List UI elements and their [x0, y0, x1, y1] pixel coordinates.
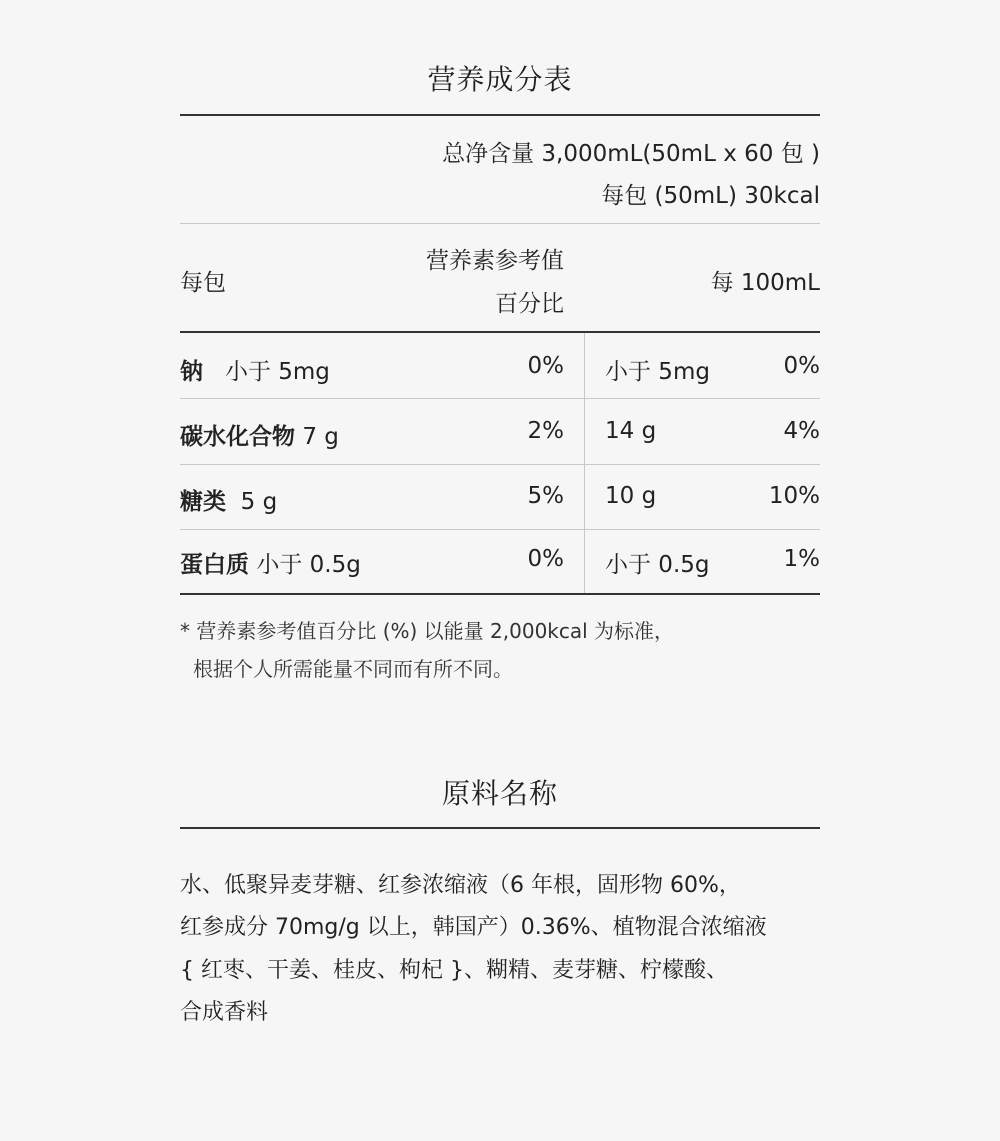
ingredients-line: { 红枣、干姜、桂皮、枸杞 }、糊精、麦芽糖、柠檬酸、 — [180, 958, 728, 983]
nutrient-percent: 0% — [527, 546, 564, 572]
table-row — [180, 353, 330, 386]
nutrient-percent-100: 4% — [783, 418, 820, 444]
header-divider — [180, 331, 820, 333]
nutrient-name: 糖类 — [180, 489, 226, 515]
nutrient-amount-100: 14 g — [605, 418, 657, 444]
header-ref-value: 营养素参考值 — [426, 248, 564, 274]
nutrient-percent-100: 0% — [783, 353, 820, 379]
ingredients-title: 原料名称 — [441, 777, 558, 810]
nutrient-amount-100: 小于 0.5g — [605, 552, 710, 578]
nutrient-percent: 5% — [527, 483, 564, 509]
ingredients-divider — [180, 827, 820, 829]
nutrient-amount-100: 小于 5mg — [605, 359, 710, 385]
nutrient-amount: 小于 5mg — [224, 359, 330, 385]
nutrient-amount-100: 10 g — [605, 483, 657, 509]
ingredients-line: 水、低聚异麦芽糖、红参浓缩液（6 年根，固形物 60%， — [180, 873, 741, 898]
table-row — [180, 546, 361, 579]
title-divider — [180, 114, 820, 116]
per-pack-energy: 每包 (50mL) 30kcal — [601, 183, 820, 209]
nutrient-percent: 0% — [527, 353, 564, 379]
nutrient-percent-100: 1% — [783, 546, 820, 572]
row-divider — [180, 398, 820, 399]
header-per-100ml: 每 100mL — [710, 270, 820, 296]
ingredients-line: 红参成分 70mg/g 以上，韩国产）0.36%、植物混合浓缩液 — [180, 915, 767, 940]
nutrient-percent-100: 10% — [768, 483, 820, 509]
header-per-pack: 每包 — [180, 270, 226, 296]
footnote-line: 根据个人所需能量不同而有所不同。 — [193, 657, 513, 681]
header-ref-percent: 百分比 — [495, 291, 564, 317]
nutrient-amount: 小于 0.5g — [256, 552, 361, 578]
column-divider — [584, 333, 585, 593]
nutrient-name: 蛋白质 — [180, 552, 249, 578]
nutrient-amount: 5 g — [240, 489, 278, 515]
table-row — [180, 418, 339, 451]
row-divider — [180, 464, 820, 465]
nutrition-title: 营养成分表 — [427, 63, 573, 96]
nutrient-name: 钠 — [180, 359, 203, 385]
nutrient-name: 碳水化合物 — [180, 424, 295, 450]
nutrient-percent: 2% — [527, 418, 564, 444]
nutrient-amount: 7 g — [302, 424, 339, 450]
ingredients-line: 合成香料 — [180, 1000, 269, 1025]
footnote-line: * 营养素参考值百分比 (%) 以能量 2,000kcal 为标准， — [180, 619, 675, 643]
table-row — [180, 483, 277, 516]
row-divider — [180, 529, 820, 530]
table-bottom-rule — [180, 593, 820, 595]
energy-divider — [180, 223, 820, 224]
total-content: 总净含量 3,000mL(50mL x 60 包 ) — [442, 141, 820, 167]
